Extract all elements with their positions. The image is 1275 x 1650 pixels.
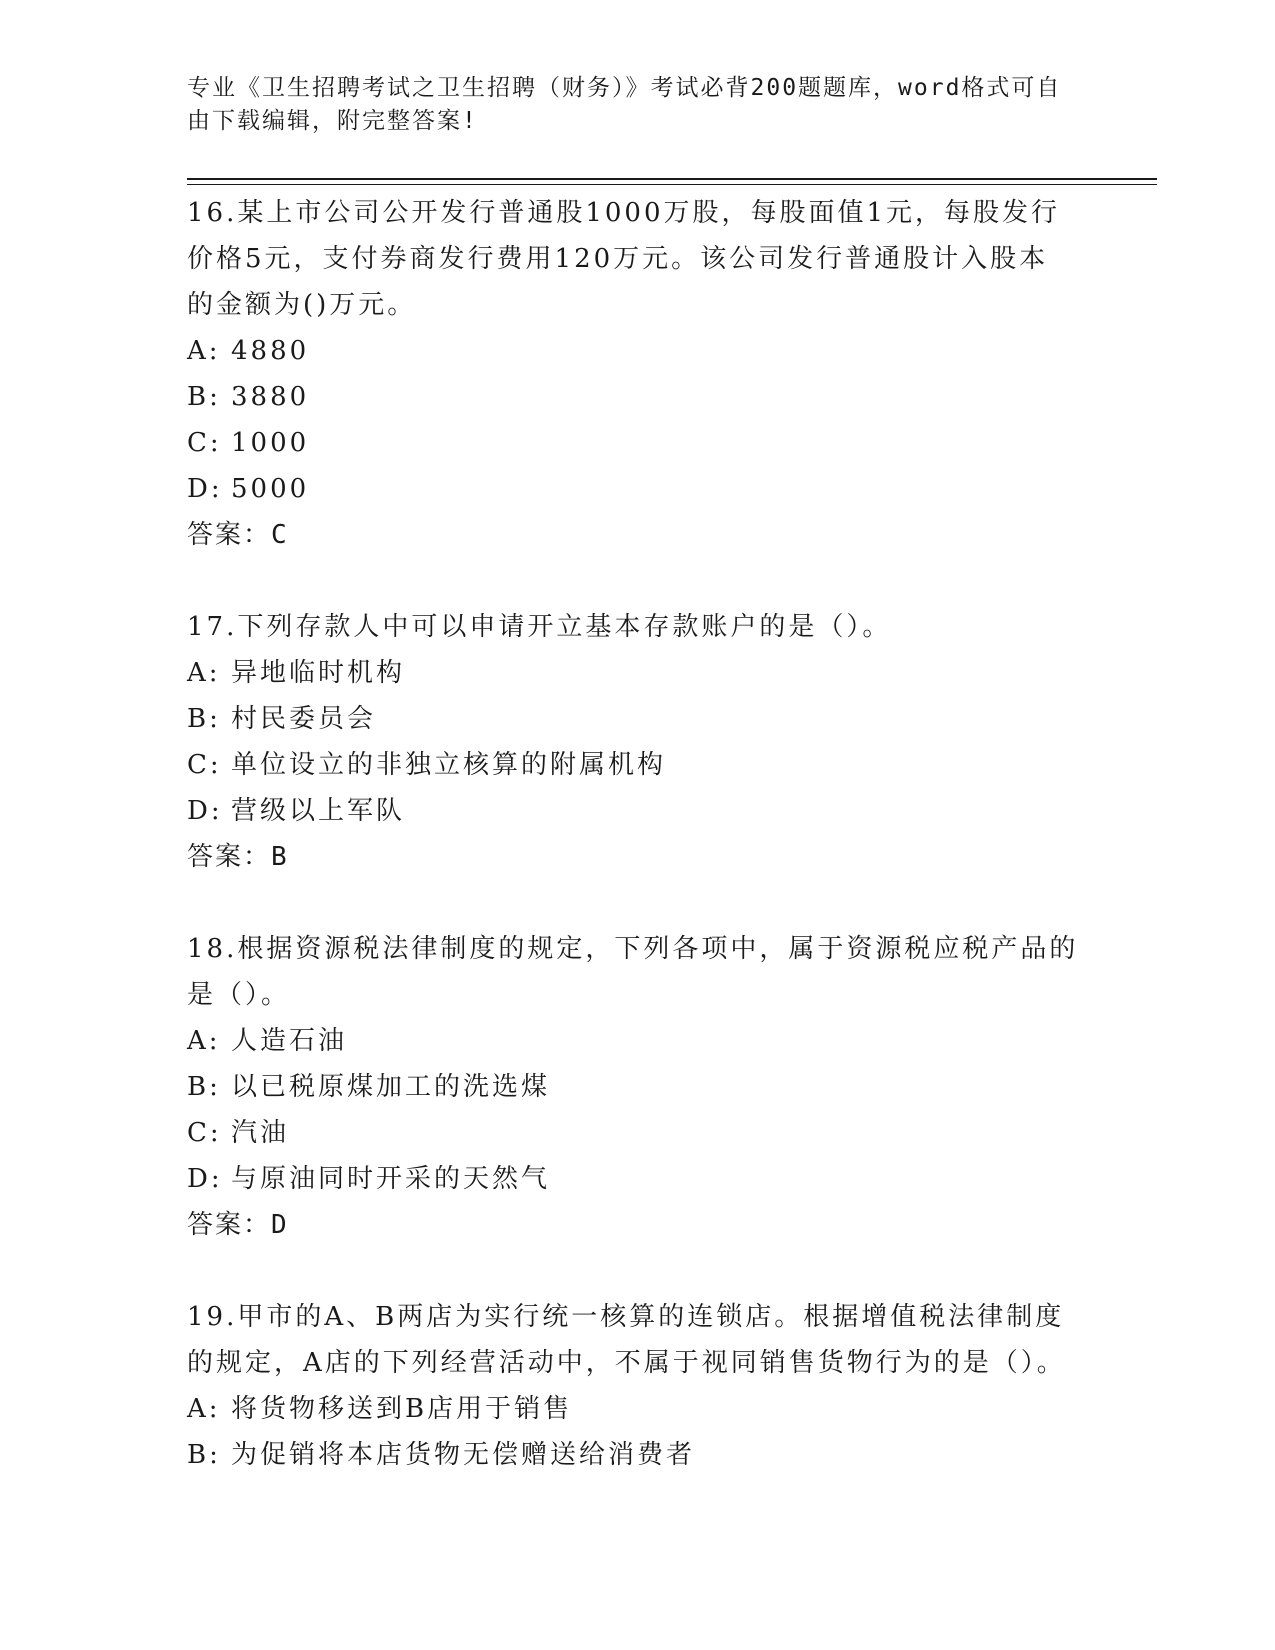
option-text: 以已税原煤加工的洗选煤 bbox=[231, 1072, 551, 1102]
option-key: B: bbox=[187, 1072, 221, 1102]
question-stem bbox=[187, 926, 1087, 1018]
stem-line: 16.某上市公司公开发行普通股1000万股，每股面值1元，每股发行 bbox=[187, 198, 1061, 228]
stem-line: 18.根据资源税法律制度的规定，下列各项中，属于资源税应税产品的 bbox=[187, 934, 1079, 964]
option-d bbox=[187, 1156, 1087, 1202]
option-key: C: bbox=[187, 428, 222, 458]
option-d bbox=[187, 466, 1087, 512]
stem-line: 17.下列存款人中可以申请开立基本存款账户的是（）。 bbox=[187, 612, 892, 642]
answer-label: 答案：D bbox=[187, 1210, 289, 1240]
question-list bbox=[187, 190, 1087, 1478]
option-key: A: bbox=[187, 1394, 221, 1424]
option-key: B: bbox=[187, 704, 221, 734]
option-key: C: bbox=[187, 1118, 222, 1148]
question-16 bbox=[187, 190, 1087, 558]
option-a bbox=[187, 650, 1087, 696]
option-a bbox=[187, 328, 1087, 374]
document-header bbox=[187, 72, 1067, 138]
option-text: 1000 bbox=[231, 428, 310, 458]
option-key: C: bbox=[187, 750, 222, 780]
option-b bbox=[187, 696, 1087, 742]
option-key: A: bbox=[187, 336, 221, 366]
option-a bbox=[187, 1018, 1087, 1064]
question-stem bbox=[187, 604, 1087, 650]
stem-line: 是（）。 bbox=[187, 980, 291, 1010]
question-stem bbox=[187, 190, 1087, 328]
header-divider-thick bbox=[187, 178, 1157, 180]
option-b bbox=[187, 1432, 1087, 1478]
option-key: B: bbox=[187, 1440, 221, 1470]
option-text: 异地临时机构 bbox=[231, 658, 406, 688]
question-18 bbox=[187, 926, 1087, 1248]
option-text: 人造石油 bbox=[231, 1026, 348, 1056]
option-key: D: bbox=[187, 796, 223, 826]
option-text: 单位设立的非独立核算的附属机构 bbox=[231, 750, 667, 780]
option-c bbox=[187, 420, 1087, 466]
question-spacer bbox=[187, 1248, 1087, 1294]
option-key: D: bbox=[187, 1164, 223, 1194]
option-text: 将货物移送到B店用于销售 bbox=[231, 1394, 573, 1424]
option-text: 为促销将本店货物无偿赠送给消费者 bbox=[231, 1440, 696, 1470]
option-text: 汽油 bbox=[231, 1118, 290, 1148]
option-text: 村民委员会 bbox=[231, 704, 377, 734]
question-stem bbox=[187, 1294, 1087, 1386]
option-key: A: bbox=[187, 1026, 221, 1056]
stem-line: 价格5元，支付券商发行费用120万元。该公司发行普通股计入股本 bbox=[187, 244, 1049, 274]
option-c bbox=[187, 742, 1087, 788]
answer-label: 答案：B bbox=[187, 842, 289, 872]
option-b bbox=[187, 374, 1087, 420]
option-key: B: bbox=[187, 382, 221, 412]
option-d bbox=[187, 788, 1087, 834]
option-key: A: bbox=[187, 658, 221, 688]
answer-label: 答案：C bbox=[187, 520, 289, 550]
stem-line: 19.甲市的A、B两店为实行统一核算的连锁店。根据增值税法律制度 bbox=[187, 1302, 1065, 1332]
option-text: 营级以上军队 bbox=[231, 796, 406, 826]
question-17 bbox=[187, 604, 1087, 880]
option-text: 与原油同时开采的天然气 bbox=[231, 1164, 551, 1194]
header-divider-thin bbox=[187, 184, 1157, 185]
option-b bbox=[187, 1064, 1087, 1110]
option-text: 4880 bbox=[231, 336, 310, 366]
stem-line: 的规定，A店的下列经营活动中，不属于视同销售货物行为的是（）。 bbox=[187, 1348, 1066, 1378]
stem-line: 的金额为()万元。 bbox=[187, 290, 417, 320]
option-key: D: bbox=[187, 474, 223, 504]
header-line-2: 由下载编辑，附完整答案! bbox=[187, 108, 478, 134]
option-c bbox=[187, 1110, 1087, 1156]
question-19 bbox=[187, 1294, 1087, 1478]
header-line-1: 专业《卫生招聘考试之卫生招聘（财务）》考试必背200题题库，word格式可自 bbox=[187, 75, 1062, 101]
question-spacer bbox=[187, 880, 1087, 926]
option-text: 5000 bbox=[231, 474, 310, 504]
option-a bbox=[187, 1386, 1087, 1432]
option-text: 3880 bbox=[231, 382, 310, 412]
question-spacer bbox=[187, 558, 1087, 604]
